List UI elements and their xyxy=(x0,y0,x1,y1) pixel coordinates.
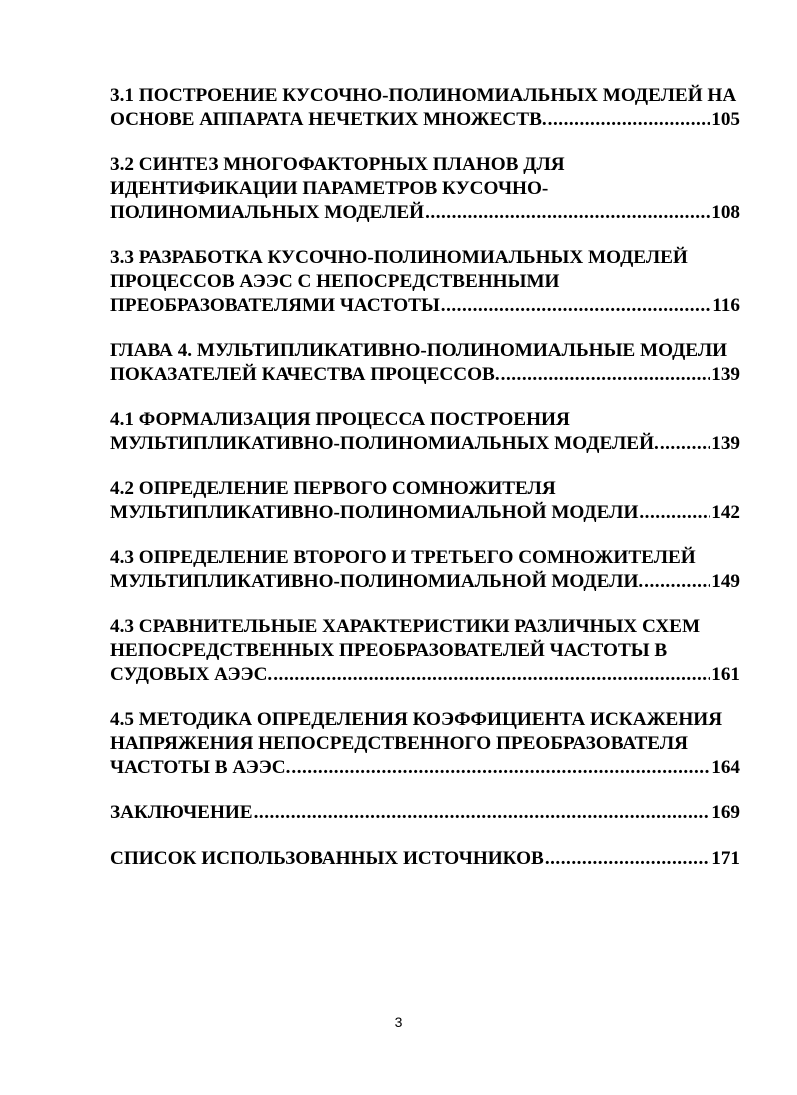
toc-entry-last-line xyxy=(110,432,740,456)
dot-leader xyxy=(425,201,710,225)
dot-leader xyxy=(254,801,711,825)
toc-page-number: 116 xyxy=(712,295,740,316)
toc-entry-3-1[interactable] xyxy=(110,84,740,132)
toc-page-number: 139 xyxy=(711,433,740,454)
toc-entry-title: ПОКАЗАТЕЛЕЙ КАЧЕСТВА ПРОЦЕССОВ. xyxy=(110,364,500,385)
dot-leader xyxy=(644,570,710,594)
toc-entry-conclusion[interactable] xyxy=(110,801,740,825)
toc-entry-title: ПОЛИНОМИАЛЬНЫХ МОДЕЛЕЙ xyxy=(110,202,425,223)
toc-entry-last-line xyxy=(110,108,740,132)
toc-entry-title: ЧАСТОТЫ В АЭЭС. xyxy=(110,757,291,778)
toc-entry-line: 4.2 ОПРЕДЕЛЕНИЕ ПЕРВОГО СОМНОЖИТЕЛЯ xyxy=(110,478,556,499)
toc-entry-line: ИДЕНТИФИКАЦИИ ПАРАМЕТРОВ КУСОЧНО- xyxy=(110,178,549,199)
toc-entry-last-line xyxy=(110,663,740,687)
toc-entry-4-3-comparative[interactable] xyxy=(110,615,740,687)
toc-page-number: 139 xyxy=(711,364,740,385)
toc-entry-line: 4.1 ФОРМАЛИЗАЦИЯ ПРОЦЕССА ПОСТРОЕНИЯ xyxy=(110,409,570,430)
dot-leader xyxy=(660,432,710,456)
dot-leader xyxy=(291,756,710,780)
dot-leader xyxy=(639,501,710,525)
toc-entry-line: 3.2 СИНТЕЗ МНОГОФАКТОРНЫХ ПЛАНОВ ДЛЯ xyxy=(110,154,565,175)
dot-leader xyxy=(273,663,710,687)
toc-entry-title: ЗАКЛЮЧЕНИЕ xyxy=(110,802,253,823)
toc-page-number: 108 xyxy=(711,202,740,223)
toc-entry-line: 3.1 ПОСТРОЕНИЕ КУСОЧНО-ПОЛИНОМИАЛЬНЫХ МОДЕЛЕЙ НА xyxy=(110,85,737,106)
toc-entry-last-line xyxy=(110,847,740,871)
toc-entry-4-5[interactable] xyxy=(110,708,740,780)
toc-entry-last-line xyxy=(110,756,740,780)
toc-entry-title: МУЛЬТИПЛИКАТИВНО-ПОЛИНОМИАЛЬНОЙ МОДЕЛИ. xyxy=(110,571,644,592)
toc-entry-last-line xyxy=(110,201,740,225)
toc-entry-line: ГЛАВА 4. МУЛЬТИПЛИКАТИВНО-ПОЛИНОМИАЛЬНЫЕ МОДЕЛИ xyxy=(110,340,728,361)
toc-entry-last-line xyxy=(110,294,740,318)
toc-page-number: 161 xyxy=(711,664,740,685)
table-of-contents xyxy=(110,84,740,893)
toc-entry-line: 3.3 РАЗРАБОТКА КУСОЧНО-ПОЛИНОМИАЛЬНЫХ МОДЕЛЕЙ xyxy=(110,247,688,268)
toc-entry-line: НАПРЯЖЕНИЯ НЕПОСРЕДСТВЕННОГО ПРЕОБРАЗОВАТЕЛЯ xyxy=(110,733,688,754)
toc-entry-3-2[interactable] xyxy=(110,153,740,225)
toc-page-number: 149 xyxy=(711,571,740,592)
toc-entry-title: МУЛЬТИПЛИКАТИВНО-ПОЛИНОМИАЛЬНЫХ МОДЕЛЕЙ. xyxy=(110,433,659,454)
toc-entry-title: СПИСОК ИСПОЛЬЗОВАННЫХ ИСТОЧНИКОВ xyxy=(110,848,544,869)
toc-entry-last-line xyxy=(110,801,740,825)
toc-entry-line: ПРОЦЕССОВ АЭЭС С НЕПОСРЕДСТВЕННЫМИ xyxy=(110,271,560,292)
toc-page-number: 164 xyxy=(711,757,740,778)
toc-entry-4-2[interactable] xyxy=(110,477,740,525)
toc-entry-title: ОСНОВЕ АППАРАТА НЕЧЕТКИХ МНОЖЕСТВ. xyxy=(110,109,547,130)
dot-leader xyxy=(545,847,710,871)
page-footer-number: 3 xyxy=(394,1014,403,1030)
toc-entry-references[interactable] xyxy=(110,847,740,871)
toc-page-number: 169 xyxy=(711,802,740,823)
toc-page-number: 142 xyxy=(711,502,740,523)
toc-entry-4-1[interactable] xyxy=(110,408,740,456)
toc-page-number: 105 xyxy=(711,109,740,130)
toc-entry-line: 4.5 МЕТОДИКА ОПРЕДЕЛЕНИЯ КОЭФФИЦИЕНТА ИСКАЖЕНИЯ xyxy=(110,709,723,730)
toc-entry-4-3-second-third[interactable] xyxy=(110,546,740,594)
toc-entry-line: НЕПОСРЕДСТВЕННЫХ ПРЕОБРАЗОВАТЕЛЕЙ ЧАСТОТЫ В xyxy=(110,640,668,661)
toc-entry-title: СУДОВЫХ АЭЭС. xyxy=(110,664,273,685)
dot-leader xyxy=(548,108,711,132)
toc-entry-line: 4.3 ОПРЕДЕЛЕНИЕ ВТОРОГО И ТРЕТЬЕГО СОМНОЖИТЕЛЕЙ xyxy=(110,547,696,568)
toc-entry-last-line xyxy=(110,501,740,525)
toc-entry-last-line xyxy=(110,570,740,594)
toc-entry-last-line xyxy=(110,363,740,387)
toc-entry-chapter-4[interactable] xyxy=(110,339,740,387)
toc-entry-line: 4.3 СРАВНИТЕЛЬНЫЕ ХАРАКТЕРИСТИКИ РАЗЛИЧНЫХ СХЕМ xyxy=(110,616,701,637)
toc-page-number: 171 xyxy=(711,848,740,869)
toc-entry-title: МУЛЬТИПЛИКАТИВНО-ПОЛИНОМИАЛЬНОЙ МОДЕЛИ xyxy=(110,502,639,523)
toc-entry-3-3[interactable] xyxy=(110,246,740,318)
dot-leader xyxy=(501,363,711,387)
dot-leader xyxy=(441,294,711,318)
toc-entry-title: ПРЕОБРАЗОВАТЕЛЯМИ ЧАСТОТЫ xyxy=(110,295,440,316)
